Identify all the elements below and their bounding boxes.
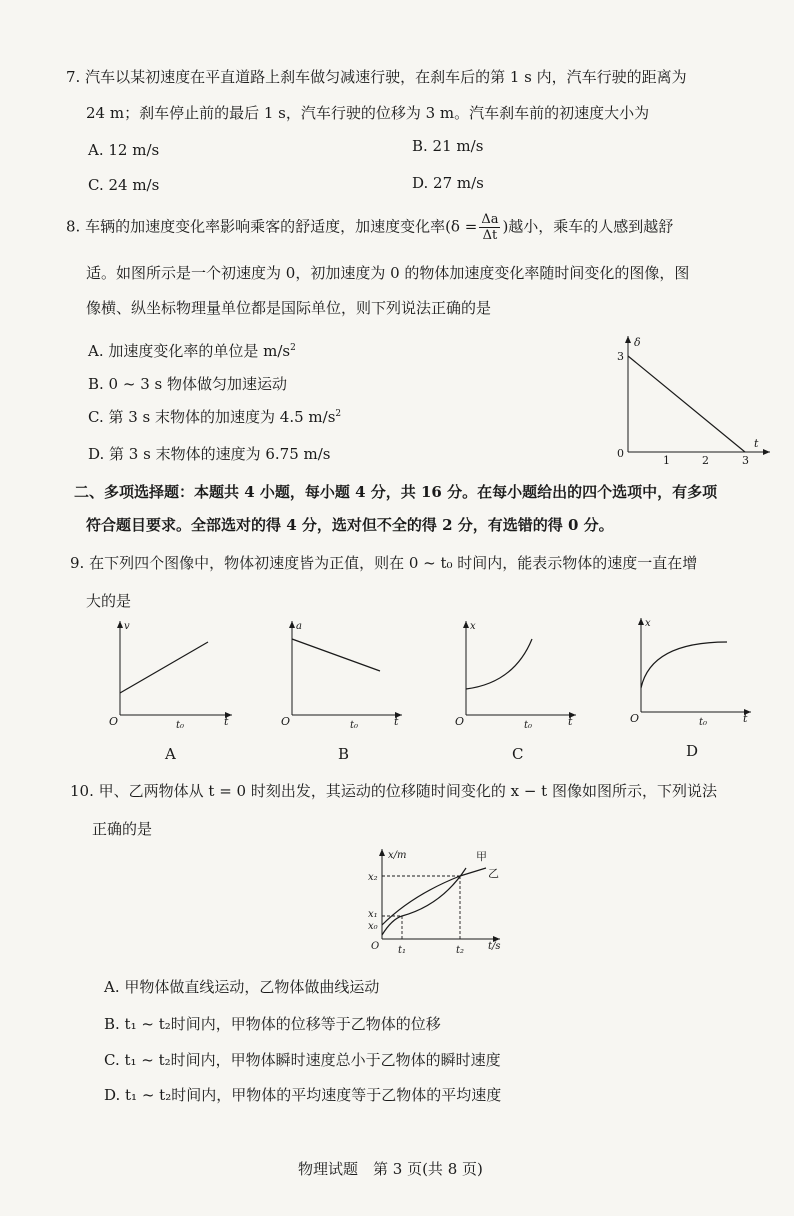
q8-option-b: B. 0 ~ 3 s 物体做匀加速运动 bbox=[88, 375, 287, 393]
q9-graph-c-y-arrow bbox=[463, 621, 469, 628]
q9-graph-a-origin: O bbox=[109, 715, 119, 728]
q8-graph bbox=[608, 330, 778, 465]
q8-fraction-denominator: Δt bbox=[482, 228, 498, 243]
section2-heading-line2: 符合题目要求。全部选对的得 4 分，选对但不全的得 2 分，有选错的得 0 分。 bbox=[86, 516, 614, 534]
q9-graph-d bbox=[627, 612, 757, 727]
q8-graph-line bbox=[628, 356, 745, 452]
q8-fraction-numerator: Δa bbox=[481, 212, 499, 227]
q7-stem-line2: 24 m；刹车停止前的最后 1 s，汽车行驶的位移为 3 m。汽车刹车前的初速度大小为 bbox=[86, 104, 650, 122]
q9-graph-d-y-arrow bbox=[638, 618, 644, 625]
q9-graph-d-curve bbox=[641, 642, 727, 688]
q9-graph-a-y-arrow bbox=[117, 621, 123, 628]
q10-graph-origin: O bbox=[371, 941, 380, 952]
q7-option-d: D. 27 m/s bbox=[412, 174, 484, 192]
q9-stem-line2: 大的是 bbox=[86, 592, 132, 610]
q9-graph-d-y-label: x bbox=[645, 618, 651, 629]
q9-graph-c-x-label: t bbox=[568, 715, 573, 728]
q8-option-d: D. 第 3 s 末物体的速度为 6.75 m/s bbox=[88, 445, 331, 463]
q8-fraction bbox=[479, 212, 500, 243]
q9-graph-a bbox=[108, 615, 238, 730]
q8-stem-line3: 像横、纵坐标物理量单位都是国际单位，则下列说法正确的是 bbox=[86, 299, 492, 317]
q10-graph-label-jia: 甲 bbox=[476, 850, 487, 863]
q10-graph-y-label: x/m bbox=[388, 850, 407, 861]
q9-graph-a-line bbox=[120, 642, 208, 693]
q7-stem-line1: 7. 汽车以某初速度在平直道路上刹车做匀减速行驶，在刹车后的第 1 s 内，汽车行驶的距离为 bbox=[66, 68, 687, 86]
q9-graph-c-letter: C bbox=[512, 745, 524, 763]
q9-graph-a-y-label: v bbox=[124, 621, 130, 632]
q9-graph-d-letter: D bbox=[686, 742, 699, 760]
q8-option-c bbox=[88, 406, 341, 427]
q10-graph-x-tick-t1: t₁ bbox=[398, 945, 407, 956]
q10-option-c: C. t₁ ~ t₂时间内，甲物体瞬时速度总小于乙物体的瞬时速度 bbox=[104, 1051, 501, 1069]
q10-graph-y-tick-x2: x₂ bbox=[368, 872, 378, 883]
q8-graph-x-tick-3: 3 bbox=[742, 454, 749, 465]
q8-graph-x-arrow bbox=[763, 449, 770, 455]
q9-graph-c-y-label: x bbox=[470, 621, 476, 632]
q9-graph-b-tick: t₀ bbox=[350, 720, 359, 730]
q10-option-a: A. 甲物体做直线运动，乙物体做曲线运动 bbox=[104, 978, 380, 996]
q8-graph-x-label: t bbox=[754, 437, 759, 450]
q9-graph-c bbox=[452, 615, 582, 730]
q9-graph-b-y-label: a bbox=[296, 621, 302, 632]
q8-stem-line1 bbox=[66, 212, 673, 243]
q10-graph-x-label: t/s bbox=[488, 941, 501, 952]
q8-graph-y-arrow bbox=[625, 336, 631, 343]
q9-graph-c-origin: O bbox=[455, 715, 465, 728]
q9-stem-line1: 9. 在下列四个图像中，物体初速度皆为正值，则在 0 ~ t₀ 时间内，能表示物体的速度一直在增 bbox=[70, 554, 698, 572]
q8-graph-y-tick: 3 bbox=[617, 350, 624, 363]
q10-stem-line1: 10. 甲、乙两物体从 t = 0 时刻出发，其运动的位移随时间变化的 x − t 图像如图所示，下列说法 bbox=[70, 782, 717, 800]
page-footer: 物理试题 第 3 页(共 8 页) bbox=[298, 1160, 483, 1178]
section2-heading-line1: 二、多项选择题：本题共 4 小题，每小题 4 分，共 16 分。在每小题给出的四个选项中，有多项 bbox=[74, 483, 718, 501]
q10-option-b: B. t₁ ~ t₂时间内，甲物体的位移等于乙物体的位移 bbox=[104, 1015, 441, 1033]
q8-stem-line2: 适。如图所示是一个初速度为 0，初加速度为 0 的物体加速度变化率随时间变化的图像，图 bbox=[86, 264, 690, 282]
q8-option-a-sup: 2 bbox=[290, 343, 296, 353]
q8-option-a-text: A. 加速度变化率的单位是 m/s bbox=[88, 342, 291, 360]
q9-graph-b-x-label: t bbox=[394, 715, 399, 728]
q8-option-c-sup: 2 bbox=[335, 409, 342, 419]
q9-graph-a-tick: t₀ bbox=[176, 720, 185, 730]
q10-graph-curve-yi bbox=[382, 868, 486, 925]
q8-option-a bbox=[88, 340, 296, 361]
q7-option-b: B. 21 m/s bbox=[412, 137, 484, 155]
q8-stem-line1-a: 8. 车辆的加速度变化率影响乘客的舒适度，加速度变化率(δ = bbox=[66, 217, 478, 236]
q9-graph-c-tick: t₀ bbox=[524, 720, 533, 730]
q9-graph-b-origin: O bbox=[281, 715, 291, 728]
q9-graph-a-x-label: t bbox=[224, 715, 229, 728]
q9-graph-d-x-label: t bbox=[743, 712, 748, 725]
q8-stem-line1-b: )越小，乘车的人感到越舒 bbox=[502, 217, 674, 236]
q9-graph-b-line bbox=[292, 639, 380, 671]
q10-graph bbox=[362, 845, 512, 963]
q10-graph-label-yi: 乙 bbox=[488, 867, 499, 880]
q10-option-d: D. t₁ ~ t₂时间内，甲物体的平均速度等于乙物体的平均速度 bbox=[104, 1086, 502, 1104]
q8-option-c-text: C. 第 3 s 末物体的加速度为 4.5 m/s bbox=[88, 408, 336, 426]
q9-graph-b-y-arrow bbox=[289, 621, 295, 628]
q8-graph-x-tick-2: 2 bbox=[702, 454, 709, 465]
q9-graph-b-letter: B bbox=[338, 745, 350, 763]
q8-graph-x-tick-1: 1 bbox=[663, 454, 670, 465]
q10-graph-y-tick-x1: x₁ bbox=[368, 909, 378, 920]
q9-graph-d-tick: t₀ bbox=[699, 717, 708, 727]
q9-graph-a-letter: A bbox=[165, 745, 176, 763]
q10-graph-y-arrow bbox=[379, 849, 385, 856]
q9-graph-d-origin: O bbox=[630, 712, 640, 725]
q10-stem-line2: 正确的是 bbox=[92, 820, 153, 838]
q8-graph-y-label: δ bbox=[634, 336, 641, 349]
q7-option-c: C. 24 m/s bbox=[88, 176, 160, 194]
q10-graph-y-tick-x0: x₀ bbox=[368, 921, 378, 932]
q9-graph-c-curve bbox=[466, 639, 532, 689]
q8-graph-origin: 0 bbox=[617, 447, 624, 460]
q10-graph-x-tick-t2: t₂ bbox=[456, 945, 465, 956]
q7-option-a: A. 12 m/s bbox=[88, 141, 160, 159]
q9-graph-b bbox=[278, 615, 408, 730]
